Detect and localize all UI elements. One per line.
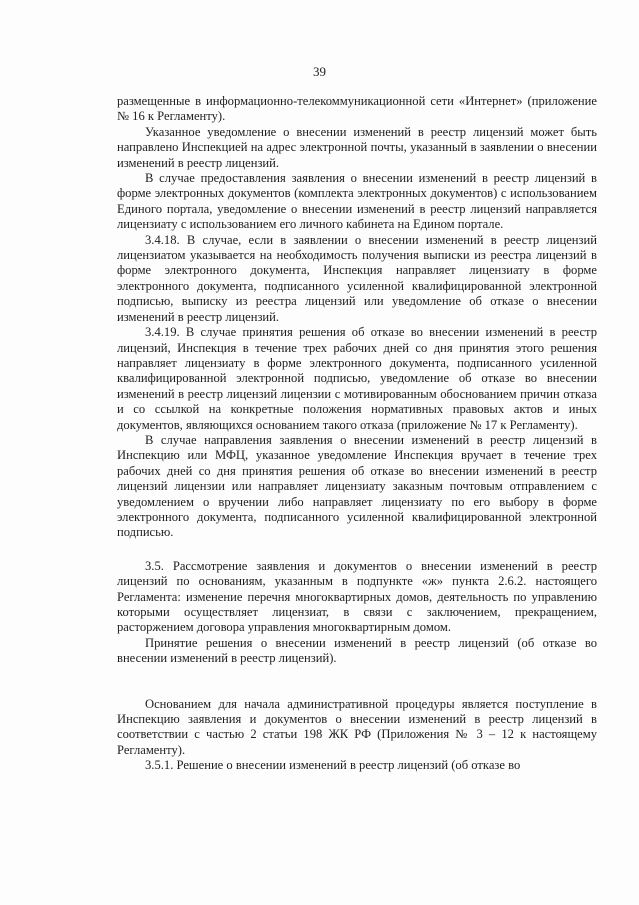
paragraph-email-notice: Указанное уведомление о внесении изменений в реестр лицензий может быть направлено Инспекцией на адрес электронной почты, указанный в заявлении о внесении изменений в реестр лицензий. bbox=[117, 124, 597, 170]
paragraph-portal-notice: В случае предоставления заявления о внесении изменений в реестр лицензий в форме электронных документов (комплекта электронных документов) с использованием Единого портала, уведомление о внесении изменений в реестр лицензий направляется лицензиату с использованием его личного кабинета на Едином портале. bbox=[117, 171, 597, 232]
paragraph-continuation: размещенные в информационно-телекоммуникационной сети «Интернет» (приложение № 16 к Регламенту). bbox=[117, 94, 597, 124]
paragraph-3-4-19: 3.4.19. В случае принятия решения об отказе во внесении изменений в реестр лицензий, Инспекция в течение трех рабочих дней со дня принятия этого решения направляет лицензиату в форме электронного документа, подписанного усиленной квалифицированной электронной подписью, уведомление об отказе во внесении изменений в реестр лицензий лицензии с мотивированным обоснованием причин отказа и со ссылкой на конкретные положения нормативных правовых актов и иных документов, являющихся основанием такого отказа (приложение № 17 к Регламенту). bbox=[117, 325, 597, 432]
paragraph-mfc-delivery: В случае направления заявления о внесении изменений в реестр лицензий в Инспекцию или МФЦ, указанное уведомление Инспекция вручает в течение трех рабочих дней со дня принятия решения об отказе во внесении изменений в реестр лицензий лицензии или направляет лицензиату заказным почтовым отправлением с уведомлением о вручении либо направляет лицензиату по его выбору в форме электронного документа, подписанного усиленной квалифицированной электронной подписью. bbox=[117, 432, 597, 540]
paragraph-procedure-basis: Основанием для начала административной процедуры является поступление в Инспекцию заявления и документов о внесении изменений в реестр лицензий в соответствии с частью 2 статьи 198 ЖК РФ (Приложения № 3 – 12 к настоящему Регламенту). bbox=[117, 696, 597, 757]
paragraph-decision-heading: Принятие решения о внесении изменений в реестр лицензий (об отказе во внесении изменений в реестр лицензий). bbox=[117, 635, 597, 666]
paragraph-3-4-18: 3.4.18. В случае, если в заявлении о внесении изменений в реестр лицензий лицензиатом указывается на необходимость получения выписки из реестра лицензий в форме электронного документа, Инспекция направляет лицензиату в форме электронного документа, подписанного усиленной квалифицированной электронной подписью, выписку из реестра лицензий или уведомление об отказе о внесении изменений в реестр лицензий. bbox=[117, 232, 597, 324]
document-body bbox=[117, 94, 597, 774]
paragraph-3-5-1: 3.5.1. Решение о внесении изменений в реестр лицензий (об отказе во bbox=[145, 758, 521, 773]
paragraph-3-5: 3.5. Рассмотрение заявления и документов о внесении изменений в реестр лицензий по основаниям, указанным в подпункте «ж» пункта 2.6.2. настоящего Регламента: изменение перечня многоквартирных домов, деятельность по управлению которыми осуществляет лицензиат, в связи с заключением, прекращением, расторжением договора управления многоквартирным домом. bbox=[117, 558, 597, 635]
page-number: 39 bbox=[313, 64, 326, 79]
